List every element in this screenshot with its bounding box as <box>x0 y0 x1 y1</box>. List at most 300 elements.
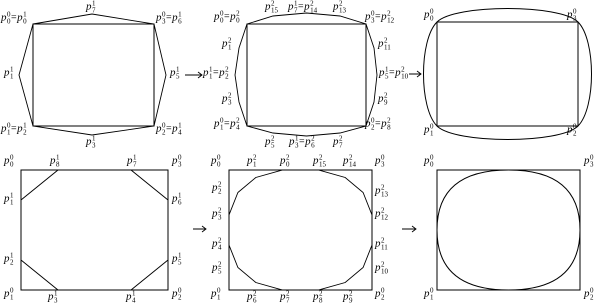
subscript-index: 15 <box>271 6 278 14</box>
subscript-index: 14 <box>310 6 318 14</box>
superscript-level: 0 <box>217 153 221 162</box>
superscript-level: 1 <box>178 251 182 260</box>
superscript-level: 2 <box>228 36 232 45</box>
point-label <box>378 93 388 106</box>
point-label <box>222 93 232 106</box>
index-stack <box>217 155 221 168</box>
point-symbol: p <box>375 287 381 300</box>
subscript-index: 0 <box>217 160 221 168</box>
superscript-level: 1 <box>92 134 96 143</box>
index-stack <box>381 185 388 198</box>
point-term <box>584 155 594 168</box>
subscript-index: 10 <box>381 267 388 275</box>
superscript-level: 1 <box>176 65 180 74</box>
superscript-level: 2 <box>218 260 222 269</box>
point-term <box>567 9 577 22</box>
point-label <box>50 155 60 168</box>
subscript-index: 3 <box>590 160 594 168</box>
superscript-level: 0 <box>7 121 11 130</box>
point-symbol: p <box>222 37 228 50</box>
point-symbol: p <box>219 66 225 79</box>
point-symbol: p <box>333 0 339 13</box>
index-stack <box>371 118 375 131</box>
point-symbol: p <box>127 154 133 167</box>
point-term <box>172 193 182 206</box>
superscript-level: 1 <box>385 65 389 74</box>
point-term <box>395 67 408 80</box>
point-term <box>126 291 136 304</box>
point-symbol: p <box>289 135 295 148</box>
index-stack <box>286 155 290 168</box>
point-term <box>17 12 27 25</box>
point-symbol: p <box>86 0 92 13</box>
subscript-index: 4 <box>132 296 136 304</box>
point-label <box>211 288 221 301</box>
equals-sign: = <box>224 11 230 22</box>
point-label <box>289 136 315 149</box>
point-term <box>424 155 434 168</box>
subscript-index: 1 <box>217 293 221 301</box>
index-stack <box>10 155 14 168</box>
point-symbol: p <box>212 237 218 250</box>
point-term <box>424 9 434 22</box>
point-symbol: p <box>378 92 384 105</box>
point-label <box>172 193 182 206</box>
point-symbol: p <box>567 8 573 21</box>
subscript-index: 2 <box>371 123 375 131</box>
index-stack <box>228 93 232 106</box>
point-label <box>379 67 408 80</box>
index-stack <box>430 124 434 137</box>
subscript-index: 4 <box>236 123 240 131</box>
point-term <box>50 155 60 168</box>
superscript-level: 2 <box>271 0 275 8</box>
subscript-index: 3 <box>381 160 385 168</box>
index-stack <box>56 155 60 168</box>
point-symbol: p <box>212 207 218 220</box>
point-label <box>365 118 391 131</box>
superscript-level: 0 <box>371 9 375 18</box>
superscript-level: 0 <box>220 9 224 18</box>
point-symbol: p <box>567 123 573 136</box>
point-symbol: p <box>172 122 178 135</box>
index-stack <box>228 38 232 51</box>
subscript-index: 2 <box>178 293 182 301</box>
point-term <box>212 208 222 221</box>
subscript-index: 0 <box>23 17 27 25</box>
equals-sign: = <box>213 67 219 78</box>
superscript-level: 2 <box>286 289 290 298</box>
superscript-level: 0 <box>573 7 577 16</box>
point-term <box>247 155 257 168</box>
point-term <box>375 288 385 301</box>
point-label <box>203 67 229 80</box>
point-symbol: p <box>172 192 178 205</box>
point-term <box>424 124 434 137</box>
point-symbol: p <box>172 252 178 265</box>
point-term <box>1 123 11 136</box>
point-term <box>214 118 224 131</box>
subscript-index: 8 <box>387 123 391 131</box>
point-label <box>365 11 394 24</box>
superscript-level: 2 <box>236 116 240 125</box>
index-stack <box>339 136 343 149</box>
point-term <box>172 253 182 266</box>
point-label <box>212 238 222 251</box>
subscript-index: 2 <box>573 129 577 137</box>
point-term <box>305 136 315 149</box>
point-term <box>247 291 257 304</box>
point-label <box>156 12 182 25</box>
superscript-level: 1 <box>23 10 27 19</box>
point-label <box>375 262 388 275</box>
point-term <box>378 38 391 51</box>
superscript-level: 2 <box>310 0 314 8</box>
equals-sign: = <box>166 123 172 134</box>
superscript-level: 0 <box>430 286 434 295</box>
subscript-index: 2 <box>162 128 166 136</box>
point-term <box>343 155 356 168</box>
subscript-index: 3 <box>573 14 577 22</box>
subscript-index: 5 <box>178 258 182 266</box>
point-symbol: p <box>424 123 430 136</box>
subscript-index: 7 <box>286 296 290 304</box>
superscript-level: 0 <box>371 116 375 125</box>
subscript-index: 4 <box>218 243 222 251</box>
superscript-level: 0 <box>430 7 434 16</box>
point-label <box>211 155 221 168</box>
superscript-level: 2 <box>228 91 232 100</box>
superscript-level: 1 <box>178 10 182 19</box>
subscript-index: 3 <box>54 296 58 304</box>
superscript-level: 2 <box>253 153 257 162</box>
subscript-index: 5 <box>218 267 222 275</box>
index-stack <box>381 288 385 301</box>
point-term <box>211 155 221 168</box>
point-term <box>424 288 434 301</box>
point-symbol: p <box>333 135 339 148</box>
point-term <box>1 12 11 25</box>
point-symbol: p <box>214 10 220 23</box>
equals-sign: = <box>375 11 381 22</box>
superscript-level: 2 <box>218 180 222 189</box>
index-stack <box>218 262 222 275</box>
subscript-index: 1 <box>10 293 14 301</box>
superscript-level: 1 <box>133 153 137 162</box>
point-symbol: p <box>304 0 310 13</box>
index-stack <box>381 262 388 275</box>
index-stack <box>401 67 408 80</box>
point-label <box>313 155 326 168</box>
subscript-index: 12 <box>387 16 395 24</box>
point-term <box>381 11 394 24</box>
index-stack <box>339 1 346 14</box>
subscript-index: 5 <box>271 141 275 149</box>
subscript-index: 1 <box>430 293 434 301</box>
point-term <box>212 182 222 195</box>
point-term <box>365 118 375 131</box>
superscript-level: 0 <box>590 153 594 162</box>
point-label <box>288 1 317 14</box>
point-symbol: p <box>48 290 54 303</box>
superscript-level: 0 <box>220 116 224 125</box>
index-stack <box>54 291 58 304</box>
point-term <box>333 1 346 14</box>
point-label <box>333 136 343 149</box>
point-label <box>265 1 278 14</box>
superscript-level: 1 <box>54 289 58 298</box>
superscript-level: 1 <box>23 121 27 130</box>
subscript-index: 1 <box>228 43 232 51</box>
superscript-level: 2 <box>387 116 391 125</box>
equals-sign: = <box>389 67 395 78</box>
point-term <box>17 123 27 136</box>
subscript-index: 1 <box>10 198 14 206</box>
point-label <box>127 155 137 168</box>
point-term <box>212 238 222 251</box>
index-stack <box>218 182 222 195</box>
point-symbol: p <box>17 11 23 24</box>
point-symbol: p <box>584 287 590 300</box>
superscript-level: 2 <box>384 36 388 45</box>
point-term <box>289 136 299 149</box>
point-label <box>1 123 27 136</box>
superscript-level: 2 <box>286 153 290 162</box>
index-stack <box>162 12 166 25</box>
subscript-index: 1 <box>209 72 213 80</box>
index-stack <box>209 67 213 80</box>
subscript-index: 7 <box>294 6 298 14</box>
point-term <box>313 291 323 304</box>
superscript-level: 0 <box>590 286 594 295</box>
subscript-index: 9 <box>349 296 353 304</box>
point-symbol: p <box>211 154 217 167</box>
index-stack <box>225 67 229 80</box>
index-stack <box>10 193 14 206</box>
subscript-index: 12 <box>381 213 388 221</box>
superscript-level: 2 <box>381 183 385 192</box>
point-term <box>375 262 388 275</box>
index-stack <box>271 136 275 149</box>
point-label <box>375 288 385 301</box>
index-stack <box>295 136 299 149</box>
point-symbol: p <box>288 0 294 13</box>
superscript-level: 1 <box>92 0 96 8</box>
superscript-level: 1 <box>295 134 299 143</box>
subscript-index: 3 <box>162 17 166 25</box>
point-label <box>212 208 222 221</box>
point-label <box>567 9 577 22</box>
index-stack <box>236 118 240 131</box>
point-symbol: p <box>212 181 218 194</box>
point-label <box>172 253 182 266</box>
index-stack <box>590 155 594 168</box>
point-symbol: p <box>365 117 371 130</box>
subscript-index: 0 <box>10 160 14 168</box>
superscript-level: 2 <box>401 65 405 74</box>
index-stack <box>294 1 298 14</box>
subscript-index: 2 <box>590 293 594 301</box>
subscript-index: 13 <box>381 190 388 198</box>
superscript-level: 0 <box>178 153 182 162</box>
point-label <box>375 185 388 198</box>
point-label <box>375 155 385 168</box>
point-label <box>212 182 222 195</box>
superscript-level: 2 <box>384 91 388 100</box>
point-term <box>222 38 232 51</box>
subscript-index: 6 <box>253 296 257 304</box>
superscript-level: 2 <box>349 289 353 298</box>
point-symbol: p <box>375 154 381 167</box>
point-label <box>343 291 353 304</box>
superscript-level: 1 <box>10 251 14 260</box>
point-symbol: p <box>313 154 319 167</box>
point-symbol: p <box>424 287 430 300</box>
point-label <box>313 291 323 304</box>
point-label <box>375 238 388 251</box>
subscript-index: 5 <box>176 72 180 80</box>
point-label <box>86 136 96 149</box>
point-symbol: p <box>17 122 23 135</box>
subscript-index: 1 <box>253 160 257 168</box>
point-label <box>86 1 96 14</box>
superscript-level: 1 <box>178 191 182 200</box>
superscript-level: 1 <box>294 0 298 8</box>
index-stack <box>590 288 594 301</box>
superscript-level: 0 <box>10 286 14 295</box>
superscript-level: 2 <box>311 134 315 143</box>
point-symbol: p <box>4 66 10 79</box>
point-label <box>378 38 391 51</box>
point-symbol: p <box>86 135 92 148</box>
superscript-level: 0 <box>381 286 385 295</box>
point-term <box>172 288 182 301</box>
point-label <box>280 291 290 304</box>
subscript-index: 1 <box>430 129 434 137</box>
index-stack <box>349 155 356 168</box>
point-term <box>379 67 389 80</box>
point-term <box>304 1 317 14</box>
point-term <box>230 118 240 131</box>
index-stack <box>384 38 391 51</box>
index-stack <box>7 123 11 136</box>
index-stack <box>430 288 434 301</box>
point-term <box>156 12 166 25</box>
subscript-index: 0 <box>286 160 290 168</box>
subscript-index: 2 <box>218 187 222 195</box>
point-term <box>584 288 594 301</box>
subscript-index: 14 <box>349 160 356 168</box>
point-label <box>333 1 346 14</box>
point-label <box>172 155 182 168</box>
index-stack <box>7 12 11 25</box>
point-symbol: p <box>424 8 430 21</box>
point-term <box>222 93 232 106</box>
point-symbol: p <box>375 261 381 274</box>
point-symbol: p <box>230 10 236 23</box>
point-term <box>170 67 180 80</box>
index-stack <box>220 11 224 24</box>
subscript-index: 3 <box>218 213 222 221</box>
point-symbol: p <box>156 122 162 135</box>
subscript-index: 7 <box>133 160 137 168</box>
subscript-index: 1 <box>10 72 14 80</box>
point-term <box>375 185 388 198</box>
point-symbol: p <box>378 37 384 50</box>
subscript-index: 3 <box>92 141 96 149</box>
point-symbol: p <box>172 287 178 300</box>
point-term <box>365 11 375 24</box>
superscript-level: 1 <box>209 65 213 74</box>
point-label <box>126 291 136 304</box>
point-label <box>247 155 257 168</box>
subscript-index: 13 <box>339 6 346 14</box>
superscript-level: 2 <box>253 289 257 298</box>
subscript-index: 6 <box>178 198 182 206</box>
point-symbol: p <box>214 117 220 130</box>
index-stack <box>23 123 27 136</box>
index-stack <box>178 253 182 266</box>
point-label <box>424 288 434 301</box>
point-symbol: p <box>305 135 311 148</box>
subscript-index: 1 <box>7 128 11 136</box>
equals-sign: = <box>375 118 381 129</box>
equals-sign: = <box>224 118 230 129</box>
index-stack <box>92 136 96 149</box>
index-stack <box>10 288 14 301</box>
point-symbol: p <box>280 290 286 303</box>
point-symbol: p <box>156 11 162 24</box>
point-term <box>4 253 14 266</box>
subscript-index: 6 <box>311 141 315 149</box>
point-term <box>288 1 298 14</box>
point-label <box>247 291 257 304</box>
point-symbol: p <box>424 154 430 167</box>
point-symbol: p <box>584 154 590 167</box>
index-stack <box>253 155 257 168</box>
equals-sign: = <box>299 136 305 147</box>
superscript-level: 1 <box>10 191 14 200</box>
point-term <box>381 118 391 131</box>
index-stack <box>349 291 353 304</box>
superscript-level: 0 <box>162 10 166 19</box>
superscript-level: 1 <box>10 65 14 74</box>
equals-sign: = <box>166 12 172 23</box>
index-stack <box>178 193 182 206</box>
point-label <box>584 288 594 301</box>
point-label <box>156 123 182 136</box>
point-label <box>4 288 14 301</box>
point-label <box>172 288 182 301</box>
superscript-level: 2 <box>387 9 391 18</box>
equals-sign: = <box>11 123 17 134</box>
point-term <box>211 288 221 301</box>
index-stack <box>430 155 434 168</box>
point-symbol: p <box>4 192 10 205</box>
subscript-index: 2 <box>23 128 27 136</box>
point-label <box>170 67 180 80</box>
superscript-level: 2 <box>349 153 353 162</box>
subscript-index: 6 <box>178 17 182 25</box>
superscript-level: 2 <box>381 260 385 269</box>
point-symbol: p <box>4 252 10 265</box>
point-label <box>424 9 434 22</box>
point-symbol: p <box>247 290 253 303</box>
index-stack <box>310 1 317 14</box>
index-stack <box>387 11 394 24</box>
superscript-level: 0 <box>573 122 577 131</box>
point-term <box>230 11 240 24</box>
